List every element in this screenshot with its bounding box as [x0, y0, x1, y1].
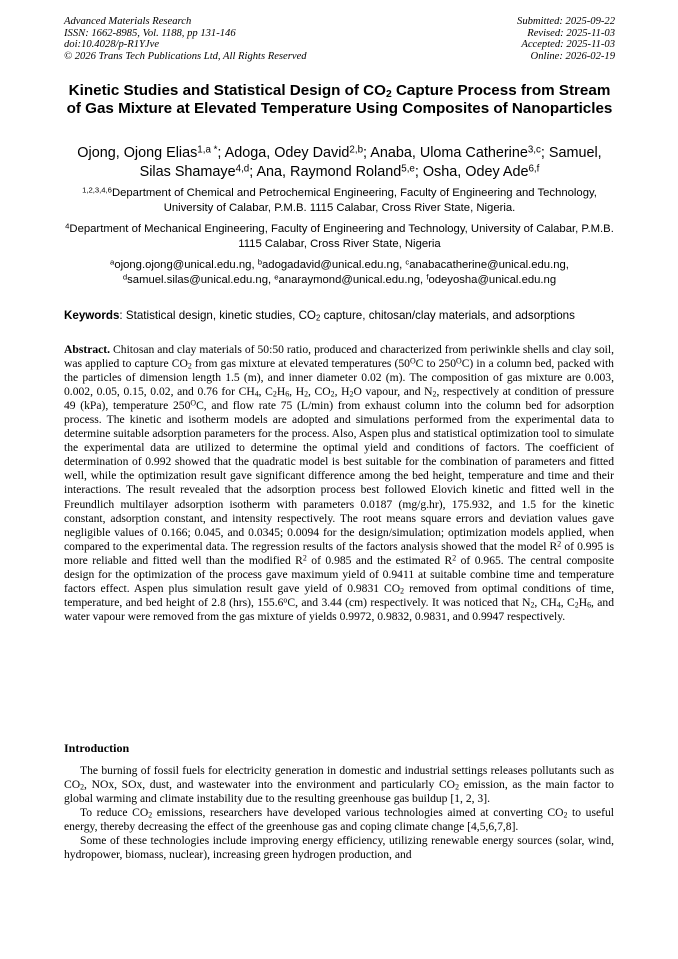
email: adogadavid@unical.edu.ng [262, 259, 400, 271]
affiliation-1: $^{1,2,3,4,6}$Department of Chemical and Petrochemical Engineering, Faculty of Engineering and Technology, University of Calabar, P.M.B. 1115 Calabar, Cross River State, Nigeria. [82, 185, 597, 214]
introduction-heading: Introduction [64, 741, 130, 755]
email: odeyosha@unical.edu.ng [428, 273, 557, 286]
paragraph: Some of these technologies include improving energy efficiency, utilizing renewable energy sources (solar, wind, hydropower, biomass, nuclear), increasing green hydrogen production, and [64, 834, 614, 862]
email-list: $^a$ojong.ojong@unical.edu.ng, $^b$adogadavid@unical.edu.ng, $^c$anabacatherine@unical.edu.ng, $^d$samuel.silas@unical.edu.ng, $^e$anaraymond@unical.edu.ng, $^f$odeyosha@unical.edu.ng [110, 257, 569, 286]
author-name: Anaba, Uloma Catherine [370, 145, 528, 161]
date-submitted: Submitted: 2025-09-22 [517, 16, 615, 27]
email: anaraymond@unical.edu.ng [278, 273, 421, 286]
journal-name: Advanced Materials Research [64, 16, 192, 27]
affiliation-2: $^4$Department of Mechanical Engineering, Faculty of Engineering and Technology, University of Calabar, P.M.B. 1115 Calabar, Cross River State, Nigeria [65, 221, 614, 250]
date-online: Online: 2026-02-19 [530, 50, 615, 62]
email: samuel.silas@unical.edu.ng [127, 273, 268, 286]
paper-title: Kinetic Studies and Statistical Design of $CO_2$ Capture Process from Stream of Gas Mixture at Elevated Temperature Using Composites of Nanoparticles [66, 82, 613, 118]
email: ojong.ojong@unical.edu.ng [114, 259, 252, 271]
copyright: © 2026 Trans Tech Publications Ltd, All Rights Reserved [64, 50, 307, 62]
keywords: Keywords: Statistical design, kinetic studies, $CO_2$ capture, chitosan/clay materials, and adsorptions [64, 309, 575, 323]
abstract-label: Abstract. [64, 343, 111, 356]
author-name: Ana, Raymond Roland [256, 163, 402, 180]
email: anabacatherine@unical.edu.ng [409, 259, 566, 271]
date-revised: Revised: 2025-11-03 [527, 27, 615, 39]
paragraph: The burning of fossil fuels for electricity generation in domestic and industrial settings releases pollutants such as $CO_2$, NOx, SOx, dust, and wastewater into the environment and particularly $CO_2$ emission, as the main factor to global warming and climate instability due to the resulting greenhouse gas buildup [1, 2, 3]. [64, 764, 614, 806]
abstract: Abstract. Chitosan and clay materials of 50:50 ratio, produced and characterized from periwinkle shells and clay soil, was applied to capture $CO_2$ from gas mixture at elevated temperatures ($50^OC$ to $250^OC$) in a column bed, packed with the particles of dimension length 1.5 (m), and inner diameter 0.02 (m). The composition of gas mixture are 0.003, 0.002, 0.05, 0.15, 0.02, and 0.76 for $CH_4$, $C_2H_6$, $H_2$, $CO_2$, $H_2O$ vapour, and $N_2$, respectively at condition of pressure 49 (kPa), temperature $250^OC$, and flow rate 75 (L/min) from exhaust column into the column bed for adsorption process. The kinetic and isotherm models are adopted and simulations performed from the experimental data to determine suitable adsorption parameters for the process. Also, Aspen plus and statistical optimization tool to simulate the experimental data are utilized to determine the optimal yield and conditions of factors. The coefficient of determination of 0.992 showed that the quadratic model is best suitable for the combination of parameters and fitted well, while the optimization result gave significant difference among the bed height, temperature and time and their interactions. The result revealed that the adsorption process best followed Elovich kinetic and fitted well in the Freundlich multilayer adsorption isotherm with parameters 0.0187 (mg/g.hr), 175.932, and 1.5 for the kinetic constant, adsorption constant, and intensity respectively. The root means square errors and deviation values gave negligible values of 0.166; 0.045, and 0.0345; 0.0094 for the design/simulation; optimization models applied, when compared to the experimental data. The regression results of the factors analysis showed that the model $R^2$ of 0.995 is more reliable and fitted well than the modified $R^2$ of 0.985 and the estimated $R^2$ of 0.965. The central composite design for the optimization of the process gave maximum yield of 0.9411 at suitable combine time and temperature factors effect. Aspen plus simulation result gave yield of 0.9831 $CO_2$ removed from optimal conditions of time, temperature, and bed height of 2.8 (hrs), 155.6$^o$C, and 3.44 (cm) respectively. It was noticed that $N_2$, $CH_4$, $C_2H_6$, and water vapour were removed from the gas mixture of yields 0.9972, 0.9832, 0.9831, and 0.9947 respectively. [64, 343, 615, 623]
introduction-body [64, 764, 614, 862]
date-accepted: Accepted: 2025-11-03 [521, 39, 615, 51]
paragraph: To reduce $CO_2$ emissions, researchers have developed various technologies aimed at converting $CO_2$ to useful energy, thereby decreasing the effect of the greenhouse gas and coping climate change [4,5,6,7,8]. [64, 806, 614, 834]
journal-issn: ISSN: 1662-8985, Vol. 1188, pp 131-146 [64, 27, 236, 39]
dates-header [517, 16, 615, 62]
author-list: Ojong, Ojong Elias$^{1,a *}$; Adoga, Odey David$^{2,b}$; Anaba, Uloma Catherine$^{3,c}$; Samuel, Silas Shamaye$^{4,d}$; Ana, Raymond Roland$^{5,e}$; Osha, Odey Ade$^{6,f}$ [77, 144, 602, 180]
author-name: Osha, Odey Ade [422, 163, 529, 180]
author-name: Ojong, Ojong Elias [77, 145, 198, 161]
journal-header [64, 16, 307, 62]
doi: doi:10.4028/p-R1YJve [64, 39, 160, 51]
keywords-label: Keywords [64, 309, 120, 322]
author-name: Adoga, Odey David [224, 145, 350, 161]
author-name: Samuel, Silas Shamaye [139, 145, 602, 180]
